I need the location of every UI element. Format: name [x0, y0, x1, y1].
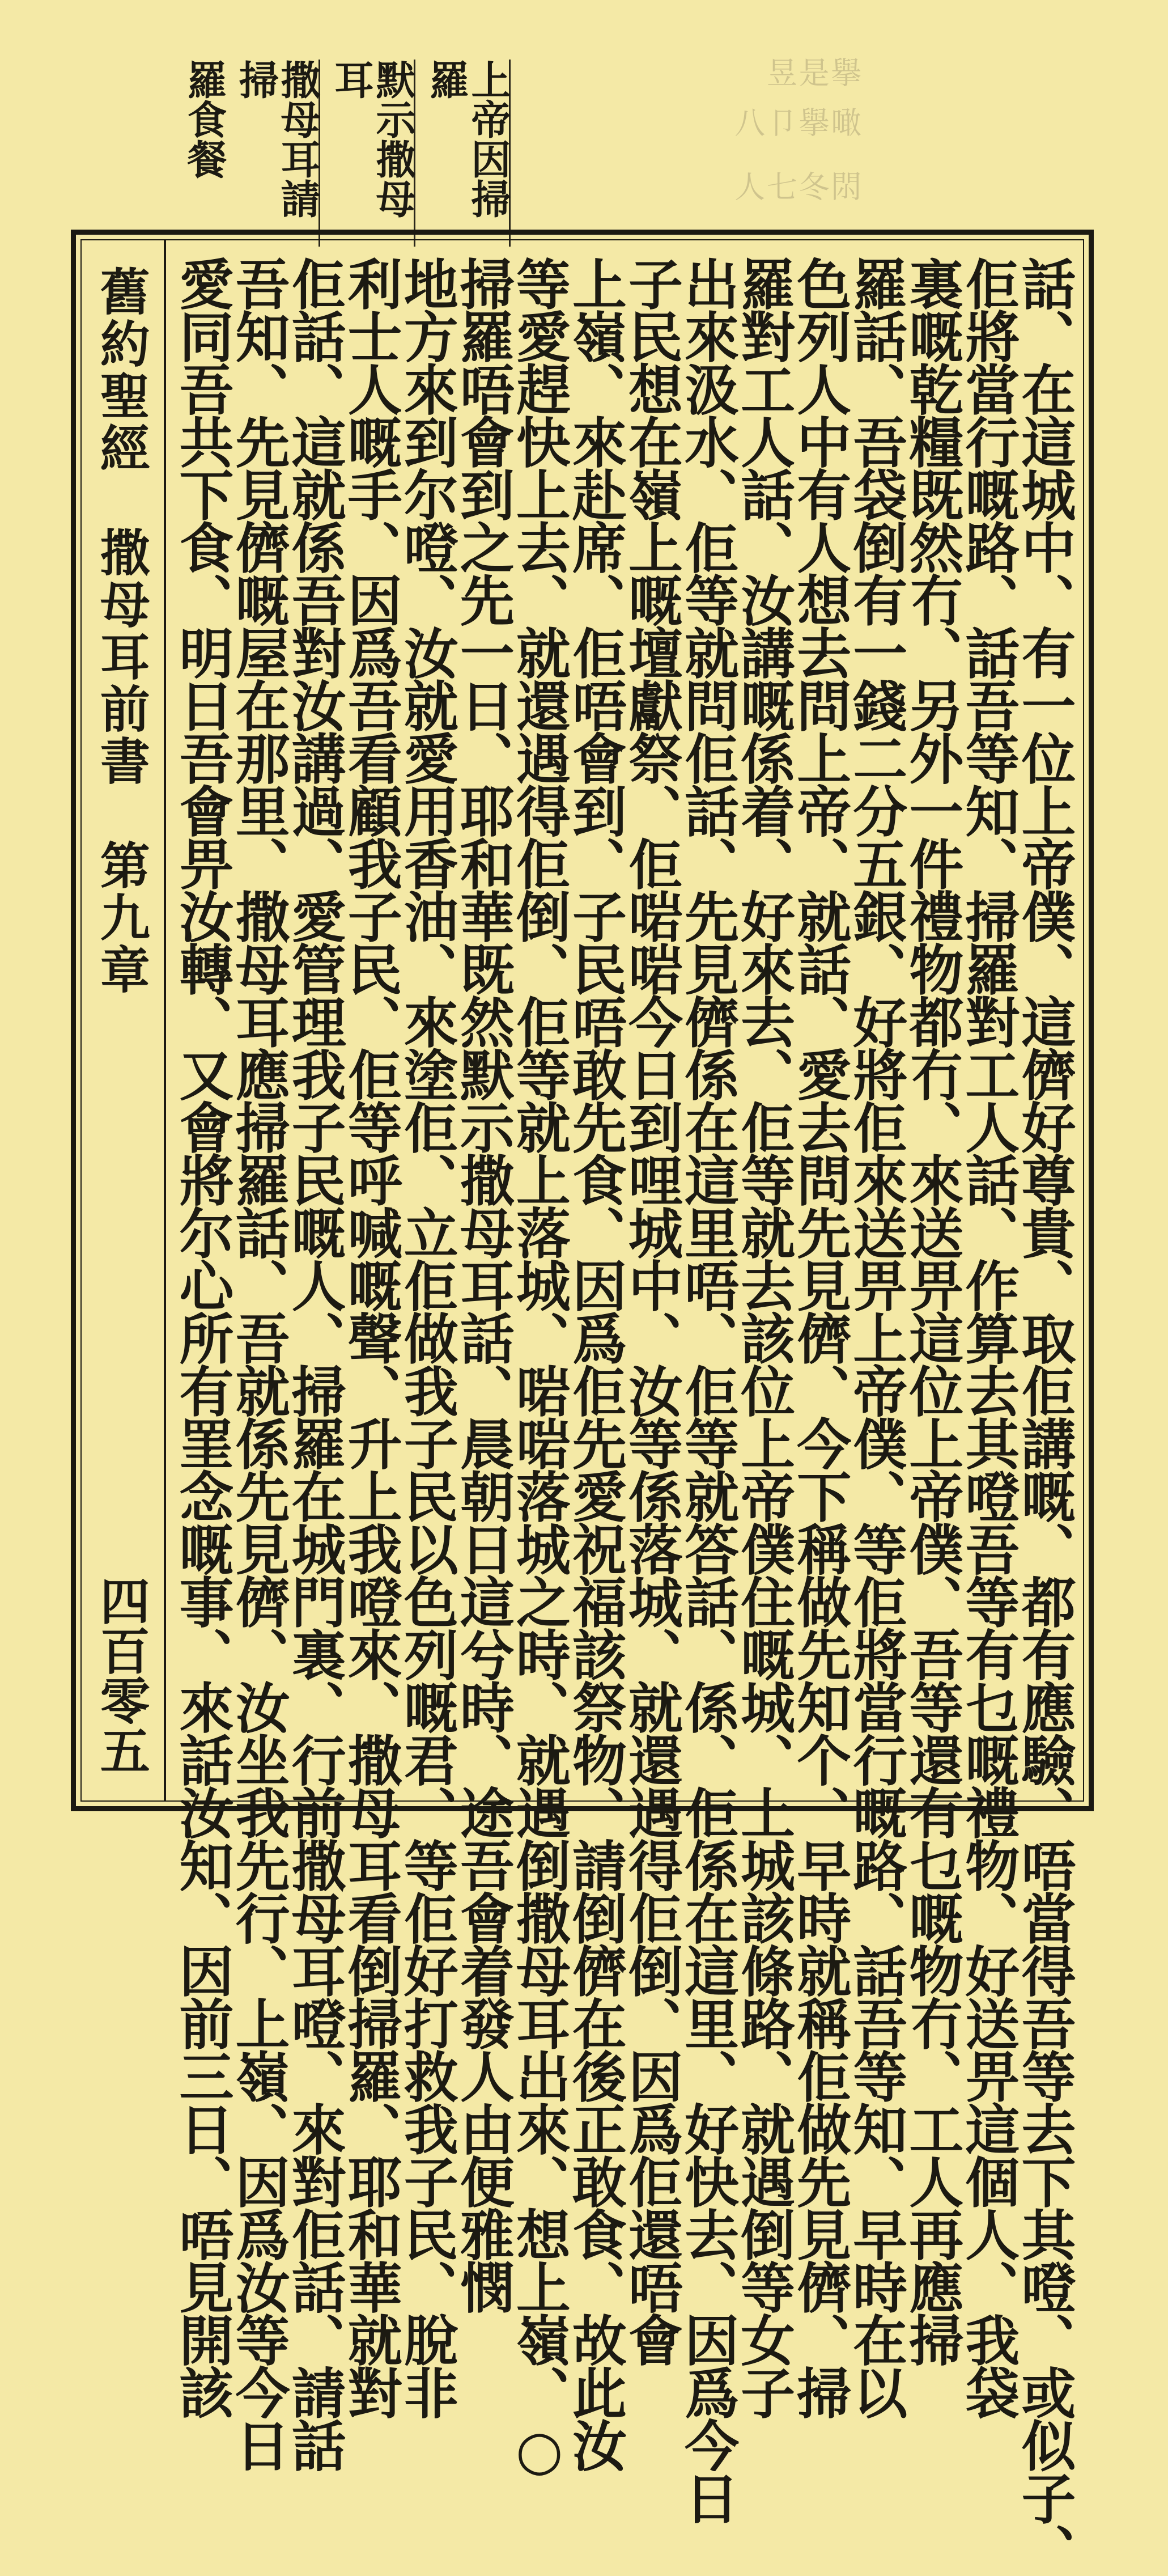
head-note-line: 默示撒母耳 [330, 60, 415, 247]
running-title: 舊約聖經 撒母耳前書 第九章 [92, 266, 151, 996]
head-note-line: 羅食餐 [181, 60, 228, 179]
body-text [171, 256, 1077, 2576]
text-column: 吾知、先見儕嘅屋在那里、撒母耳應掃羅話、吾就係先見儕、汝坐我先行、上嶺、因爲汝等今日 [227, 256, 291, 2471]
text-column: 羅對工人話、汝講嘅係着、好來去、佢等就去該位上帝僕住嘅城、上城該條路、就遇倒等女子 [732, 256, 796, 2418]
text-column: 地方來到尔噔、汝就愛用香油、來塗佢、立佢做我子民以色列嘅君、等佢好打救我子民、脫非 [395, 256, 460, 2418]
text-column: 佢話、這就係吾對汝講過、愛管理我子民嘅人、掃羅在城門裏、行前撒母耳噔、來對佢話、請話 [283, 256, 347, 2471]
page-number: 四百零五 [92, 1575, 151, 1775]
text-column: 裏嘅乾糧既然冇、另外一件禮物都冇、來送畀這位上帝僕、吾等還有乜嘅物冇、工人再應掃 [900, 256, 965, 2365]
text-column: 子民想在嶺上嘅壇獻祭、佢啱啱今日到哩城中、汝等係落城、就還遇得佢倒、因爲佢還唔會 [619, 256, 684, 2365]
text-column: 愛同吾共下食、明日吾會畀汝轉、又會將尔心所有罣念嘅事、來話汝知、因前三日、唔見開該 [171, 256, 235, 2418]
text-column: 色列人中有人想去問上帝、就話、愛去問先見儕、今下稱做先知个、早時就稱佢做先見儕、掃 [788, 256, 852, 2418]
text-column: 出來汲水、佢等就問佢話、先見儕係在這里唔、佢等就答話、係、佢係在這里、好快去、因爲今日 [676, 256, 740, 2523]
page-frame [71, 230, 1094, 2576]
text-column: 話、在這城中、有一位上帝僕、這儕好尊貴、取佢講嘅、都有應驗、唔當得吾等去下其噔、或似子、 [1012, 256, 1077, 2576]
text-column: 佢將當行嘅路、話吾等知、掃羅對工人話、作算去其噔吾等有乜嘅禮物、好送畀這個人、我袋 [956, 256, 1021, 2418]
text-column: 掃羅唔會到之先一日、耶和華既然默示撒母耳話、晨朝日這兮時、途吾會着發人由便雅憫 [451, 256, 516, 2312]
head-note [181, 60, 512, 247]
text-column: 上嶺、來赴席、佢唔會到、子民唔敢先食、因爲佢先愛祝福該祭物、請倒儕在後正敢食、故此汝 [563, 256, 628, 2471]
bleed-through-text: 𨳒冬七人 噉擧卩八 擧是昱 [729, 57, 862, 202]
head-note-line: 撒母耳請掃 [235, 60, 320, 247]
head-note-line: 上帝因掃羅 [426, 60, 511, 247]
title-strip [82, 240, 166, 1800]
text-column: 羅話、吾袋倒有一錢二分五銀、好將佢來送畀上帝僕、等佢將當行嘅路、話吾等知、早時在以 [844, 256, 908, 2418]
text-column: 等愛趕快上去、就還遇得佢倒、佢等就上落城、啱啱落城之時、就遇倒撒母耳出來、想上嶺、○ [507, 256, 572, 2480]
text-column: 利士人嘅手、因爲吾看顧我子民、佢等呼喊嘅聲、升上我噔來、撒母耳看倒掃羅、耶和華就對 [339, 256, 404, 2418]
